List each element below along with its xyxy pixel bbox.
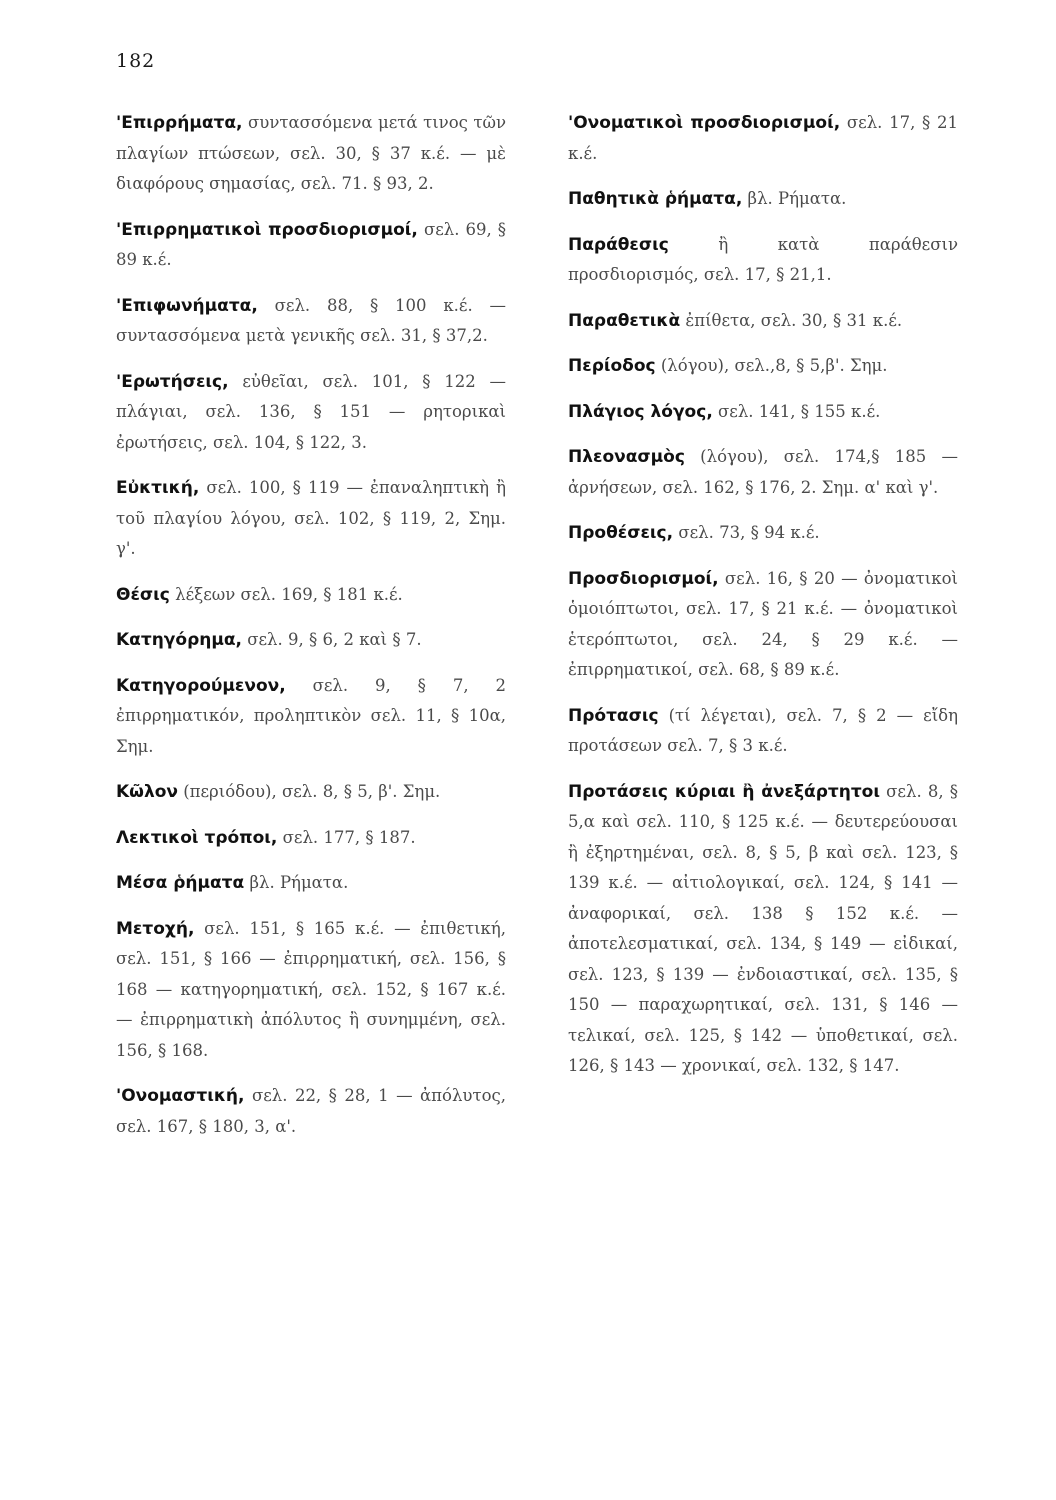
index-term: 'Ερωτήσεις, [116,371,229,392]
index-references: βλ. Ρήματα. [747,189,847,208]
index-references: (περιόδου), σελ. 8, § 5, β'. Σημ. [183,782,441,801]
index-term: Προθέσεις, [568,523,674,543]
index-references: σελ. 17, § 21 κ.έ. [568,113,959,163]
index-term: Κατηγορούμενον, [116,675,286,696]
index-entry [116,108,506,200]
index-entry [116,823,506,854]
index-entry [568,230,958,291]
index-references: λέξεων σελ. 169, § 181 κ.έ. [175,584,403,604]
index-references: ἢ κατὰ παράθεσιν προσδιορισμός, σελ. 17, § 21,1. [568,234,958,284]
index-entry [568,518,958,549]
index-entry [568,184,958,215]
index-term: Μέσα ῥήματα [116,873,245,893]
index-entry [568,306,958,337]
index-term: Κατηγόρημα, [116,630,242,650]
index-term: 'Επιφωνήματα, [116,295,258,316]
index-references: σελ. 141, § 155 κ.έ. [718,401,881,421]
index-term: Λεκτικοὶ τρόποι, [116,827,278,848]
index-entry [116,868,506,899]
index-entry [116,580,506,611]
index-references: συντασσόμενα μετά τινος τῶν πλαγίων πτώσεων, σελ. 30, § 37 κ.έ. — μὲ διαφόρους σημασίας, σελ. 71. § 93, 2. [116,113,506,193]
index-entry [116,1081,506,1142]
index-term: Προσδιορισμοί, [568,568,719,589]
index-term: Εὐκτική, [116,478,200,498]
index-references: σελ. 151, § 165 κ.έ. — ἐπιθετική, σελ. 151, § 166 — ἐπιρρηματική, σελ. 156, § 168 — κατηγορηματική, σελ. 152, § 167 κ.έ. — ἐπιρρηματικὴ ἀπόλυτος ἢ συνημμένη, σελ. 156, § 168. [116,918,506,1060]
index-term: Μετοχή, [116,918,195,939]
index-entry [568,397,958,428]
index-references: σελ. 69, § 89 κ.έ. [116,219,506,269]
index-references: σελ. 9, § 6, 2 καὶ § 7. [247,630,422,649]
index-entry [568,351,958,382]
index-term: Παθητικὰ ῥήματα, [568,189,743,209]
index-references: σελ. 9, § 7, 2 ἐπιρρηματικόν, προληπτικὸν σελ. 11, § 10α, Σημ. [116,675,506,756]
index-references: σελ. 22, § 28, 1 — ἀπόλυτος, σελ. 167, § 180, 3, α'. [116,1086,507,1136]
index-entry [116,367,506,459]
index-entry [116,291,506,352]
index-references: σελ. 177, § 187. [282,827,416,847]
index-entry [116,625,506,656]
index-entry [116,473,506,565]
index-entry [568,564,958,686]
index-entry [116,671,506,763]
index-entry [568,701,958,762]
index-term: Θέσις [116,584,170,605]
right-column [568,108,958,1097]
index-term: 'Ονοματικοὶ προσδιορισμοί, [568,113,841,133]
index-term: Πλεονασμὸς [568,447,685,467]
left-column [116,108,506,1157]
index-entry [116,914,506,1067]
index-references: (λόγου), σελ.,8, § 5,β'. Σημ. [660,356,888,375]
index-term: Περίοδος [568,356,656,376]
index-term: Προτάσεις κύριαι ἢ ἀνεξάρτητοι [568,781,880,802]
index-entry [568,777,958,1082]
index-term: 'Επιρρηματικοὶ προσδιορισμοί, [116,219,418,240]
index-term: Παραθετικὰ [568,310,681,331]
index-term: 'Επιρρήματα, [116,113,243,133]
index-references: σελ. 8, § 5,α καὶ σελ. 110, § 125 κ.έ. — δευτερεύουσαι ἢ ἐξηρτημέναι, σελ. 8, § 5, β καὶ σελ. 123, § 139 κ.έ. — αἰτιολογικαί, σελ. 124, § 141 — ἀναφορικαί, σελ. 138 § 152 κ.έ. — ἀποτελεσματικαί, σελ. 134, § 149 — εἰδικαί, σελ. 123, § 139 — ἐνδοιαστικαί, σελ. 135, § 150 — παραχωρητικαί, σελ. 131, § 146 — τελικαί, σελ. 125, § 142 — ὑποθετικαί, σελ. 126, § 143 — χρονικαί, σελ. 132, § 147. [568,781,959,1075]
index-term: Παράθεσις [568,234,669,255]
index-references: σελ. 73, § 94 κ.έ. [678,523,820,542]
index-references: εὐθεῖαι, σελ. 101, § 122 — πλάγιαι, σελ. 136, § 151 — ρητορικαὶ ἐρωτήσεις, σελ. 104, § 122, 3. [116,371,507,452]
index-references: σελ. 16, § 20 — ὀνοματικοὶ ὁμοιόπτωτοι, σελ. 17, § 21 κ.έ. — ὀνοματικοὶ ἑτερόπτωτοι, σελ. 24, § 29 κ.έ. — ἐπιρρηματικοί, σελ. 68, § 89 κ.έ. [568,568,958,679]
index-references: βλ. Ρήματα. [249,873,349,892]
index-entry [116,215,506,276]
index-references: σελ. 100, § 119 — ἐπαναληπτικὴ ἢ τοῦ πλαγίου λόγου, σελ. 102, § 119, 2, Σημ. γ'. [116,478,506,558]
index-references: (λόγου), σελ. 174,§ 185 — ἀρνήσεων, σελ. 162, § 176, 2. Σημ. α' καὶ γ'. [568,447,959,497]
page-number: 182 [116,50,156,72]
index-references: (τί λέγεται), σελ. 7, § 2 — εἴδη προτάσεων σελ. 7, § 3 κ.έ. [568,705,958,755]
index-entry [568,442,958,503]
index-term: Πρότασις [568,705,659,726]
index-references: σελ. 88, § 100 κ.έ. — συντασσόμενα μετὰ γενικῆς σελ. 31, § 37,2. [116,295,506,345]
index-term: Κῶλον [116,782,178,802]
index-entry [116,777,506,808]
index-entry [568,108,958,169]
index-references: ἐπίθετα, σελ. 30, § 31 κ.έ. [685,310,903,330]
index-term: Πλάγιος λόγος, [568,401,713,422]
index-term: 'Ονομαστική, [116,1086,245,1106]
